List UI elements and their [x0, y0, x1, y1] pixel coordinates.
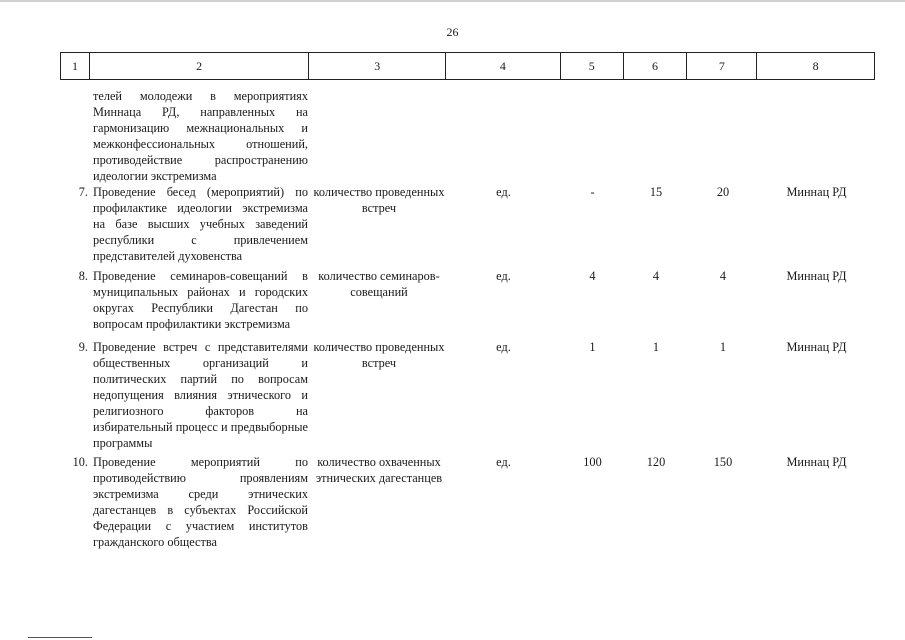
value-col-5: - — [590, 185, 595, 199]
row-number: 8. — [78, 269, 88, 283]
value-col-5: 100 — [583, 455, 602, 469]
indicator-text: количество проведенных встреч — [313, 340, 445, 370]
value-col-6: 1 — [652, 340, 660, 354]
header-col-5: 5 — [561, 53, 624, 79]
value-col-6: 4 — [652, 269, 660, 283]
value-col-7: 20 — [716, 185, 730, 199]
row-number: 9. — [78, 340, 88, 354]
value-col-5: 1 — [589, 340, 596, 354]
activity-text: Проведение семинаров-совещаний в муниципальных районах и городских округах Республики Дагестан по вопросам профилактики экстремизма — [93, 269, 308, 331]
page-number: 26 — [446, 25, 459, 39]
scan-top-edge — [0, 0, 905, 2]
activity-text: Проведение встреч с представителями общественных организаций и политических партий по вопросам недопущения влияния этнического и религиозного факторов на избирательный процесс и предвыборные программы — [93, 340, 308, 450]
value-col-5: 4 — [589, 269, 596, 283]
indicator-text: количество проведенных встреч — [313, 185, 445, 215]
executor-text: Миннац РД — [786, 185, 847, 199]
value-col-6: 120 — [646, 455, 666, 469]
row-number: 7. — [78, 185, 88, 199]
executor-text: Миннац РД — [786, 340, 847, 354]
value-col-6: 15 — [649, 185, 663, 199]
value-col-7: 150 — [713, 455, 733, 469]
executor-text: Миннац РД — [786, 455, 847, 469]
header-col-3: 3 — [309, 53, 446, 79]
header-col-7: 7 — [687, 53, 757, 79]
header-col-1: 1 — [61, 53, 90, 79]
continuation-text: телей молодежи в мероприятиях Миннаца РД, направленных на гармонизацию межнациональных и межконфессиональных отношений, противодействие распространению идеологии экстремизма — [93, 89, 308, 183]
activity-text: Проведение мероприятий по противодействию проявлениям экстремизма среди этнических дагестанцев в субъектах Российской Федерации с участием институтов гражданского общества — [93, 455, 308, 549]
value-col-7: 1 — [719, 340, 727, 354]
activity-text: Проведение бесед (мероприятий) по профилактике идеологии экстремизма на базе высших учебных заведений республики с привлечением представителей духовенства — [93, 185, 308, 263]
value-col-7: 4 — [719, 269, 727, 283]
header-col-6: 6 — [624, 53, 688, 79]
executor-text: Миннац РД — [786, 269, 847, 283]
unit-text: ед. — [496, 340, 511, 354]
header-col-4: 4 — [446, 53, 561, 79]
scan-bottom-mark — [28, 637, 92, 638]
header-col-8: 8 — [812, 58, 819, 73]
table-header-row — [60, 52, 875, 80]
row-number: 10. — [72, 455, 88, 469]
header-col-2: 2 — [90, 53, 309, 79]
indicator-text: количество охваченных этнических дагестанцев — [315, 455, 443, 485]
unit-text: ед. — [496, 185, 511, 199]
unit-text: ед. — [496, 455, 511, 469]
unit-text: ед. — [496, 269, 511, 283]
indicator-text: количество семинаров-совещаний — [318, 269, 440, 299]
